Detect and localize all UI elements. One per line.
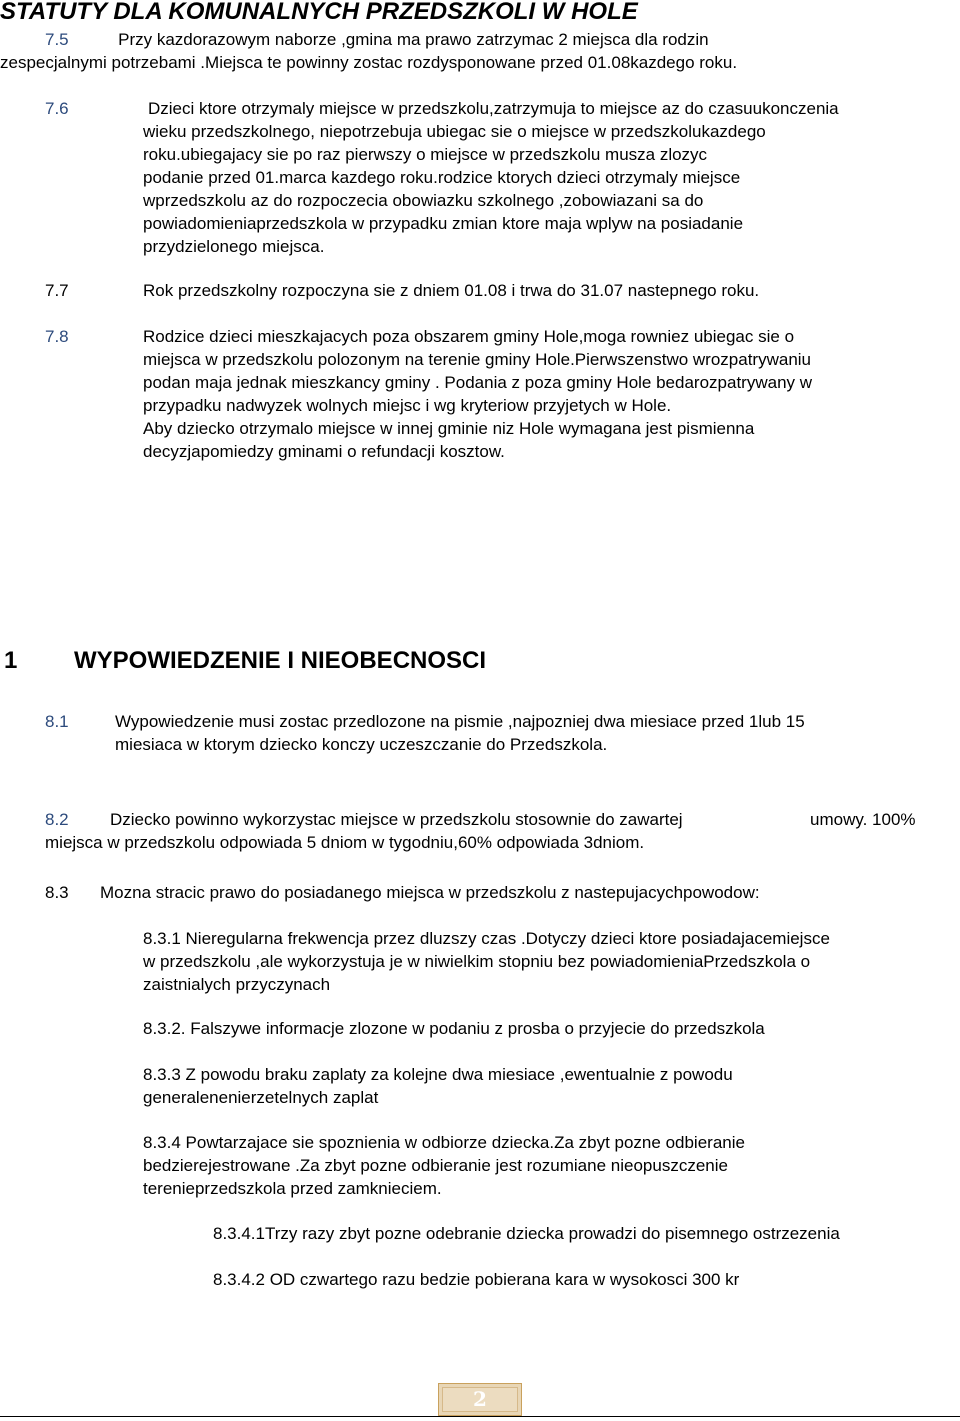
- text-line: roku.ubiegajacy sie po raz pierwszy o miejsce w przedszkolu musza zlozyc: [143, 145, 708, 164]
- text-line: 8.3.4 Powtarzajace sie spoznienia w odbiorze dziecka.Za zbyt pozne odbieranie: [143, 1133, 745, 1152]
- text-line: generalenenierzetelnych zaplat: [143, 1088, 379, 1107]
- section-title: WYPOWIEDZENIE I NIEOBECNOSCI: [74, 647, 487, 674]
- text-line: 8.3.3 Z powodu braku zaplaty za kolejne dwa miesiace ,ewentualnie z powodu: [143, 1065, 733, 1084]
- paragraph-8-3-4-1: 8.3.4.1Trzy razy zbyt pozne odebranie dziecka prowadzi do pisemnego ostrzezenia: [213, 1224, 840, 1243]
- paragraph-text: Przy kazdorazowym naborze ,gmina ma prawo zatrzymac 2 miejsca dla rodzin: [118, 30, 709, 49]
- text-line: miesiaca w ktorym dziecko konczy uczeszczanie do Przedszkola.: [115, 735, 608, 754]
- text-line: Rodzice dzieci mieszkajacych poza obszarem gminy Hole,moga rowniez ubiegac sie o: [143, 327, 795, 346]
- text-line: Dzieci ktore otrzymaly miejsce w przedszkolu,zatrzymuja to miejsce az do czasuukonczenia: [148, 99, 839, 118]
- section-number: 1: [4, 647, 18, 674]
- paragraph-number-8-2: 8.2: [45, 810, 69, 829]
- text-line: podanie przed 01.marca kazdego roku.rodzice ktorych dzieci otrzymaly miejsce: [143, 168, 741, 187]
- paragraph-7-8: [143, 325, 812, 463]
- text-line: wieku przedszkolnego, niepotrzebuja ubiegac sie o miejsce w przedszkolukazdego: [143, 122, 766, 141]
- text-line: przydzielonego miejsca.: [143, 237, 325, 256]
- paragraph-8-2-line-1a: Dziecko powinno wykorzystac miejsce w przedszkolu stosownie do zawartej: [110, 810, 683, 829]
- paragraph-7-5: [45, 28, 709, 51]
- paragraph-8-1: [115, 710, 805, 756]
- paragraph-7-5-line-2: zespecjalnymi potrzebami .Miejsca te powinny zostac rozdysponowane przed 01.08kazdego roku.: [0, 53, 738, 72]
- text-line: powiadomieniaprzedszkola w przypadku zmian ktore maja wplyw na posiadanie: [143, 214, 744, 233]
- text-line: wprzedszkolu az do rozpoczecia obowiazku szkolnego ,zobowiazani sa do: [143, 191, 704, 210]
- paragraph-8-3-3: [143, 1063, 733, 1109]
- document-title: STATUTY DLA KOMUNALNYCH PRZEDSZKOLI W HOLE: [0, 0, 638, 25]
- text-line: zaistnialych przyczynach: [143, 975, 331, 994]
- text-line: przypadku nadwyzek wolnych miejsc i wg kryteriow przyjetych w Hole.: [143, 396, 672, 415]
- paragraph-8-3-4-2: 8.3.4.2 OD czwartego razu bedzie pobierana kara w wysokosci 300 kr: [213, 1270, 740, 1289]
- text-line: 8.3.1 Nieregularna frekwencja przez dluzszy czas .Dotyczy dzieci ktore posiadajacemiejsce: [143, 929, 830, 948]
- paragraph-7-6: [143, 97, 839, 258]
- text-line: miejsca w przedszkolu polozonym na terenie gminy Hole.Pierwszenstwo wrozpatrywaniu: [143, 350, 812, 369]
- footer-rule: [0, 1416, 960, 1417]
- paragraph-number-7-6: 7.6: [45, 99, 69, 118]
- paragraph-8-2-line-1b: umowy. 100%: [810, 810, 916, 829]
- paragraph-number: 7.5: [45, 30, 69, 49]
- paragraph-7-7: Rok przedszkolny rozpoczyna sie z dniem 01.08 i trwa do 31.07 nastepnego roku.: [143, 281, 760, 300]
- paragraph-number-8-3: 8.3: [45, 883, 69, 902]
- paragraph-8-2-line-2: miejsca w przedszkolu odpowiada 5 dniom w tygodniu,60% odpowiada 3dniom.: [45, 833, 645, 852]
- paragraph-8-3-1: [143, 927, 830, 996]
- text-line: bedzierejestrowane .Za zbyt pozne odbieranie jest rozumiane nieopuszczenie: [143, 1156, 728, 1175]
- text-line: terenieprzedszkola przed zamknieciem.: [143, 1179, 442, 1198]
- paragraph-8-3-2: 8.3.2. Falszywe informacje zlozone w podaniu z prosba o przyjecie do przedszkola: [143, 1019, 765, 1038]
- text-line: Aby dziecko otrzymalo miejsce w innej gminie niz Hole wymagana jest pismienna: [143, 419, 755, 438]
- paragraph-number-7-7: 7.7: [45, 281, 69, 300]
- text-line: podan maja jednak mieszkancy gminy . Podania z poza gminy Hole bedarozpatrywany w: [143, 373, 813, 392]
- paragraph-number-8-1: 8.1: [45, 712, 69, 731]
- text-line: decyzjapomiedzy gminami o refundacji kosztow.: [143, 442, 505, 461]
- paragraph-8-3-4: [143, 1131, 745, 1200]
- paragraph-8-3: Mozna stracic prawo do posiadanego miejsca w przedszkolu z nastepujacychpowodow:: [100, 883, 760, 902]
- page-number-box: [438, 1383, 522, 1416]
- text-line: w przedszkolu ,ale wykorzystuja je w niwielkim stopniu bez powiadomieniaPrzedszkola o: [143, 952, 811, 971]
- paragraph-number-7-8: 7.8: [45, 327, 69, 346]
- text-line: Wypowiedzenie musi zostac przedlozone na pismie ,najpozniej dwa miesiace przed 1lub 15: [115, 712, 805, 731]
- section-heading: [4, 646, 486, 676]
- page-number: 2: [442, 1387, 518, 1412]
